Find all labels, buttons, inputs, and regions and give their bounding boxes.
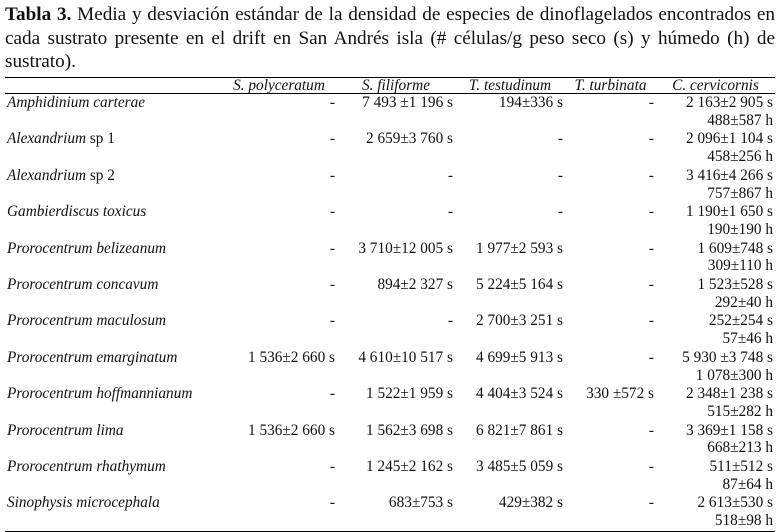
table-row [5, 240, 775, 276]
value-cell-v4: - [648, 276, 654, 294]
species-italic: Prorocentrum lima [7, 421, 124, 439]
value-cell-v2: 894±2 327 s [377, 276, 453, 294]
value-cell-v2: 1 245±2 162 s [365, 458, 453, 476]
header-t-testudinum: T. testudinum [455, 78, 565, 94]
value-cell-v4: - [648, 348, 654, 366]
species-suffix: sp 2 [86, 166, 115, 184]
value-cell-v4: - [648, 130, 654, 148]
species-name [5, 385, 221, 421]
value-cell-v1: - [329, 239, 335, 257]
value-cell-v5 [656, 167, 775, 203]
wet-weight-value: 518±98 h [714, 512, 773, 530]
table-row [5, 130, 775, 166]
value-cell-v1: - [329, 458, 335, 476]
species-italic: Prorocentrum maculosum [7, 312, 167, 330]
value-cell-v2: - [447, 203, 453, 221]
dry-weight-value: 1 190±1 650 s [685, 203, 773, 221]
value-cell-v4: - [648, 239, 654, 257]
species-name [5, 240, 221, 276]
dry-weight-value: 1 609±748 s [697, 239, 773, 257]
dry-weight-value: 5 930 ±3 748 s [682, 348, 773, 366]
value-cell-v3: 6 821±7 861 s [475, 421, 563, 439]
value-cell-v3: 1 977±2 593 s [475, 239, 563, 257]
value-cell-v5 [656, 94, 775, 131]
wet-weight-value: 87±64 h [722, 475, 773, 493]
dry-weight-value: 3 369±1 158 s [685, 421, 773, 439]
table-row [5, 167, 775, 203]
value-cell-v1: - [329, 203, 335, 221]
value-cell-v1: - [329, 494, 335, 512]
species-name [5, 130, 221, 166]
value-cell-v5 [656, 494, 775, 531]
value-cell-v4: 330 ±572 s [586, 385, 654, 403]
value-cell-v5 [656, 130, 775, 166]
value-cell-v2: 7 493 ±1 196 s [362, 94, 453, 111]
species-italic: Prorocentrum rhathymum [7, 458, 166, 476]
table-body [5, 94, 775, 532]
value-cell-v2: 2 659±3 760 s [365, 130, 453, 148]
value-cell-v5 [656, 276, 775, 312]
value-cell-v5 [656, 385, 775, 421]
table-caption [5, 3, 775, 74]
value-cell-v1: - [329, 166, 335, 184]
value-cell-v5 [656, 422, 775, 458]
caption-text: Media y desviación estándar de la densidad de especies de dinoflagelados encontrados en cada sustrato presente en el drift en San Andrés isla (# células/g peso seco (s) y húmedo (h) de sustrato). [5, 4, 776, 72]
wet-weight-value: 309±110 h [707, 257, 773, 275]
value-cell-v4: - [648, 458, 654, 476]
table-row [5, 203, 775, 239]
species-italic: Alexandrium [7, 130, 87, 148]
value-cell-v4: - [648, 166, 654, 184]
value-cell-v3: - [557, 130, 563, 148]
table-header [5, 78, 775, 94]
value-cell-v3: 194±336 s [498, 94, 563, 111]
wet-weight-value: 57±46 h [722, 330, 773, 348]
table-row [5, 349, 775, 385]
value-cell-v2: - [447, 166, 453, 184]
dry-weight-value: 3 416±4 266 s [685, 166, 773, 184]
species-italic: Prorocentrum concavum [7, 276, 159, 294]
table-row [5, 494, 775, 531]
value-cell-v4: - [648, 494, 654, 512]
wet-weight-value: 458±256 h [707, 148, 773, 166]
value-cell-v2: 3 710±12 005 s [358, 239, 453, 257]
value-cell-v5 [656, 203, 775, 239]
species-suffix: sp 1 [86, 130, 115, 148]
species-name [5, 203, 221, 239]
value-cell-v2: 1 522±1 959 s [365, 385, 453, 403]
dry-weight-value: 1 523±528 s [697, 276, 773, 294]
table-row [5, 94, 775, 131]
species-italic: Sinophysis microcephala [7, 494, 160, 512]
value-cell-v3: 4 699±5 913 s [475, 348, 563, 366]
value-cell-v1: - [329, 385, 335, 403]
species-italic: Gambierdiscus toxicus [7, 203, 147, 221]
value-cell-v1: - [329, 312, 335, 330]
value-cell-v3: - [557, 166, 563, 184]
species-italic: Prorocentrum emarginatum [7, 348, 178, 366]
value-cell-v1: 1 536±2 660 s [247, 348, 335, 366]
table-row [5, 276, 775, 312]
dry-weight-value: 2 096±1 104 s [685, 130, 773, 148]
table-row [5, 312, 775, 348]
value-cell-v3: - [557, 203, 563, 221]
wet-weight-value: 1 078±300 h [695, 366, 773, 384]
table-row [5, 422, 775, 458]
dry-weight-value: 2 163±2 905 s [685, 94, 773, 111]
value-cell-v5 [656, 312, 775, 348]
dry-weight-value: 2 348±1 238 s [685, 385, 773, 403]
value-cell-v1: - [329, 276, 335, 294]
wet-weight-value: 292±40 h [714, 293, 773, 311]
value-cell-v5 [656, 458, 775, 494]
species-name [5, 494, 221, 531]
species-name [5, 349, 221, 385]
header-species [5, 78, 221, 94]
header-t-turbinata: T. turbinata [565, 78, 656, 94]
value-cell-v1: - [329, 94, 335, 111]
value-cell-v2: 4 610±10 517 s [358, 348, 453, 366]
header-c-cervicornis: C. cervicornis [656, 78, 775, 94]
dry-weight-value: 2 613±530 s [697, 494, 773, 512]
species-name [5, 94, 221, 131]
species-name [5, 276, 221, 312]
value-cell-v2: 683±753 s [388, 494, 453, 512]
dry-weight-value: 252±254 s [708, 312, 773, 330]
dry-weight-value: 511±512 s [709, 458, 773, 476]
caption-label: Tabla 3. [5, 4, 72, 25]
value-cell-v4: - [648, 203, 654, 221]
value-cell-v3: 429±382 s [498, 494, 563, 512]
species-name [5, 458, 221, 494]
species-italic: Alexandrium [7, 166, 87, 184]
wet-weight-value: 488±587 h [707, 111, 773, 129]
species-name [5, 167, 221, 203]
wet-weight-value: 757±867 h [707, 184, 773, 202]
value-cell-v1: - [329, 130, 335, 148]
value-cell-v2: 1 562±3 698 s [365, 421, 453, 439]
wet-weight-value: 668±213 h [707, 439, 773, 457]
species-italic: Prorocentrum belizeanum [7, 239, 167, 257]
species-name [5, 422, 221, 458]
wet-weight-value: 190±190 h [707, 220, 773, 238]
value-cell-v3: 4 404±3 524 s [475, 385, 563, 403]
value-cell-v4: - [648, 94, 654, 111]
density-table [5, 77, 775, 532]
value-cell-v2: - [447, 312, 453, 330]
value-cell-v4: - [648, 421, 654, 439]
value-cell-v3: 2 700±3 251 s [475, 312, 563, 330]
value-cell-v3: 5 224±5 164 s [475, 276, 563, 294]
species-name [5, 312, 221, 348]
species-italic: Prorocentrum hoffmannianum [7, 385, 193, 403]
wet-weight-value: 515±282 h [707, 402, 773, 420]
value-cell-v1: 1 536±2 660 s [247, 421, 335, 439]
species-italic: Amphidinium carterae [7, 94, 146, 111]
header-s-polyceratum: S. polyceratum [221, 78, 337, 94]
table-row [5, 458, 775, 494]
value-cell-v5 [656, 349, 775, 385]
table-row [5, 385, 775, 421]
header-s-filiforme: S. filiforme [337, 78, 455, 94]
value-cell-v3: 3 485±5 059 s [475, 458, 563, 476]
value-cell-v5 [656, 240, 775, 276]
value-cell-v4: - [648, 312, 654, 330]
